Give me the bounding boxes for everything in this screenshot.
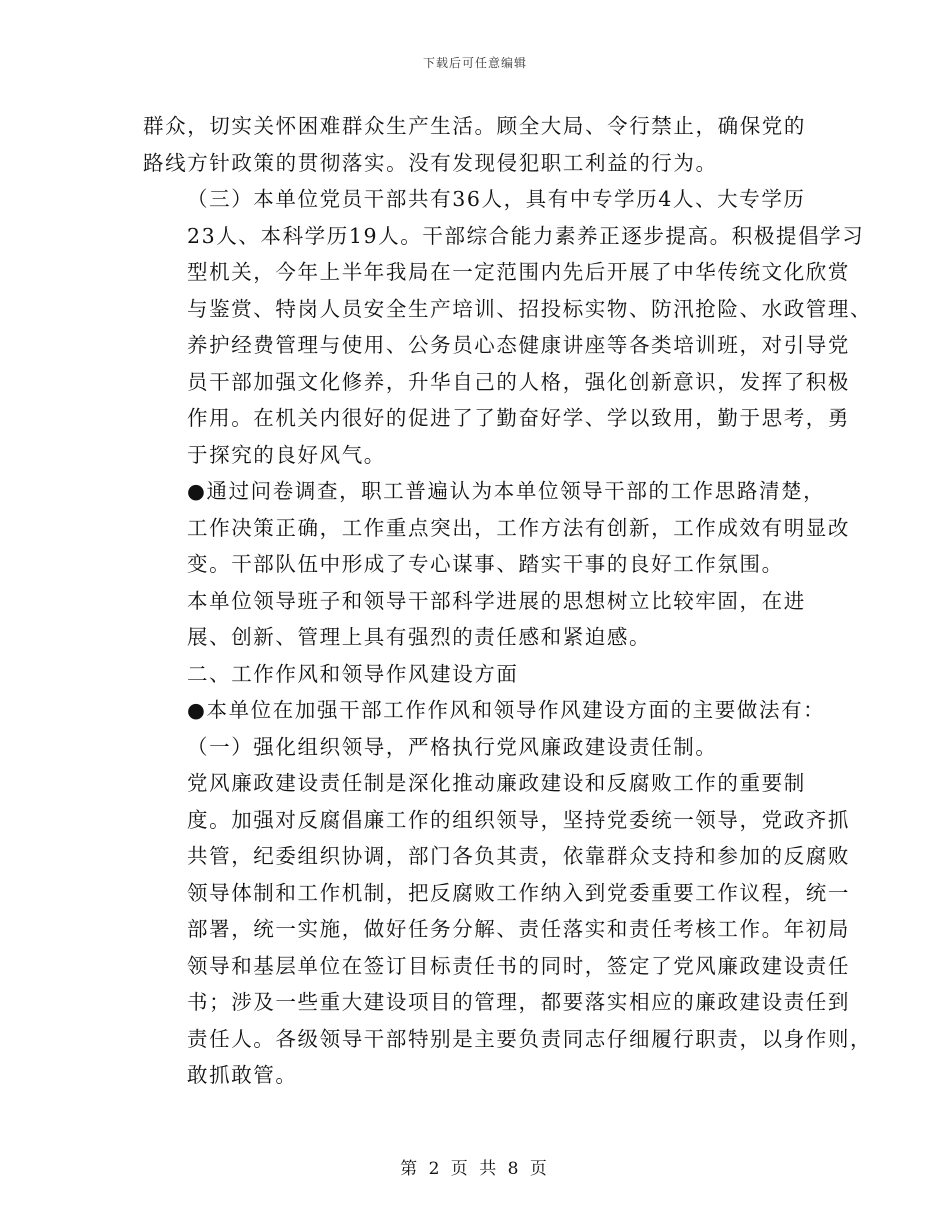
text-line: 度。加强对反腐倡廉工作的组织领导，坚持党委统一领导，党政齐抓 — [187, 807, 850, 832]
text-line: 路线方针政策的贯彻落实。没有发现侵犯职工利益的行为。 — [143, 150, 718, 175]
text-line: 员干部加强文化修养，升华自己的人格，强化创新意识，发挥了积极 — [187, 369, 850, 394]
text-line: ●通过问卷调查，职工普遍认为本单位领导干部的工作思路清楚， — [187, 479, 826, 503]
text-line: 敢抓敢管。 — [187, 1063, 298, 1087]
text-line: 领导和基层单位在签订目标责任书的同时，签定了党风廉政建设责任 — [187, 953, 850, 978]
paragraph — [143, 181, 873, 473]
document-body — [143, 108, 873, 1094]
text-line: 领导体制和工作机制，把反腐败工作纳入到党委重要工作议程，统一 — [187, 880, 850, 905]
paragraph — [143, 765, 873, 1094]
text-line: 养护经费管理与使用、公务员心态健康讲座等各类培训班，对引导党 — [187, 333, 850, 357]
text-line: 二、工作作风和领导作风建设方面 — [187, 661, 519, 686]
text-line: 本单位领导班子和领导干部科学进展的思想树立比较牢固，在进 — [187, 588, 806, 613]
text-line: 于探究的良好风气。 — [187, 442, 386, 467]
text-line: 党风廉政建设责任制是深化推动廉政建设和反腐败工作的重要制 — [187, 771, 806, 795]
text-line: 展、创新、管理上具有强烈的责任感和紧迫感。 — [187, 625, 652, 649]
text-line: 群众，切实关怀困难群众生产生活。顾全大局、令行禁止，确保党的 — [143, 114, 806, 138]
text-line: （一）强化组织领导，严格执行党风廉政建设责任制。 — [187, 734, 718, 759]
paragraph — [143, 692, 826, 729]
text-line: 型机关，今年上半年我局在一定范围内先后开展了中华传统文化欣赏 — [187, 260, 850, 284]
text-line: 部署，统一实施，做好任务分解、责任落实和责任考核工作。年初局 — [187, 917, 850, 941]
text-line: （三）本单位党员干部共有36人，具有中专学历4人、大专学历 — [187, 187, 806, 211]
text-line: 与鉴赏、特岗人员安全生产培训、招投标实物、防汛抢险、水政管理、 — [187, 296, 873, 321]
text-line: 23人、本科学历19人。干部综合能力素养正逐步提高。积极提倡学习 — [187, 223, 865, 248]
paragraph — [143, 108, 815, 181]
text-line: 共管，纪委组织协调，部门各负其责，依靠群众支持和参加的反腐败 — [187, 844, 850, 868]
header-note: 下载后可任意编辑 — [422, 56, 527, 70]
text-line: 责任人。各级领导干部特别是主要负责同志仔细履行职责，以身作则， — [187, 1026, 873, 1051]
page-number: 第 2 页 共 8 页 — [400, 1159, 550, 1179]
section-heading — [143, 656, 815, 693]
subsection-heading — [143, 729, 815, 766]
text-line: 书；涉及一些重大建设项目的管理，都要落实相应的廉政建设责任到 — [187, 990, 850, 1014]
text-line: 工作决策正确，工作重点突出，工作方法有创新，工作成效有明显改 — [187, 515, 850, 540]
text-line: ●本单位在加强干部工作作风和领导作风建设方面的主要做法有： — [187, 698, 826, 722]
text-line: 变。干部队伍中形成了专心谋事、踏实干事的良好工作氛围。 — [187, 552, 784, 576]
paragraph — [143, 473, 850, 583]
paragraph — [143, 583, 815, 656]
text-line: 作用。在机关内很好的促进了了勤奋好学、学以致用，勤于思考，勇 — [187, 406, 850, 430]
